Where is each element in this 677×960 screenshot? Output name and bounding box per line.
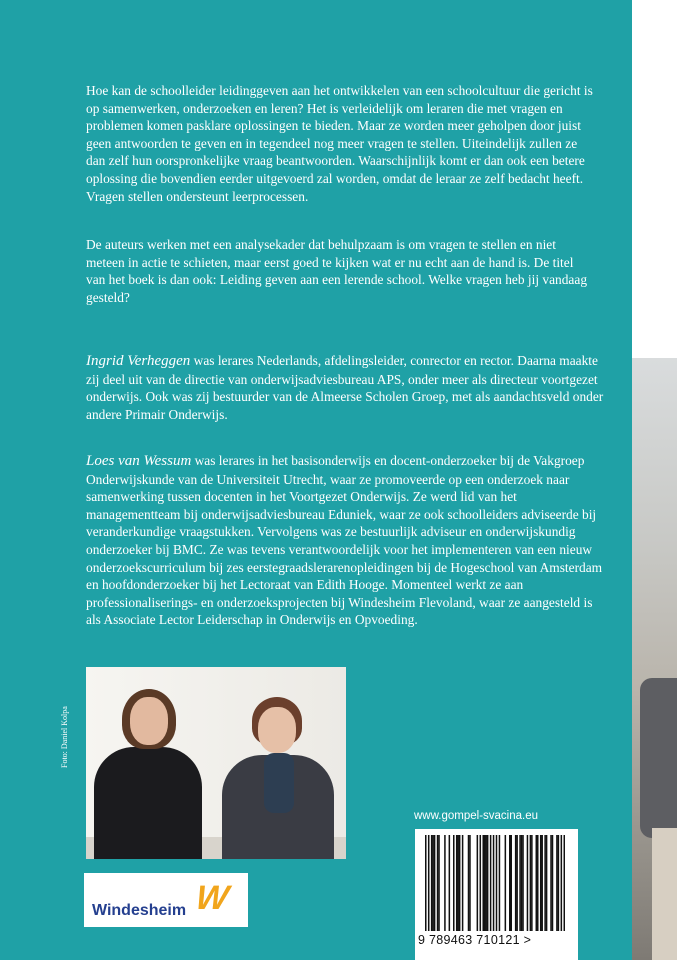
barcode-bar [540,835,542,931]
isbn-barcode-box [415,829,578,960]
barcode-bar [496,835,498,931]
barcode-bar [468,835,470,931]
barcode-bar [509,835,511,931]
barcode-bar [459,835,461,931]
author-name: Loes van Wessum [86,453,192,469]
barcode-bar [438,835,440,931]
barcode-bar [561,835,563,931]
author-bio: was lerares Nederlands, afdelingsleider, conrector en rector. Daarna maakte zij deel uit van de directie van onderwijsadviesbureau APS, onder meer als directeur voortgezet onderwijs. Ook was zij bestuurder van de Almeerse Scholen Groep, met als aandachtsveld onder andere Primair Onderwijs. [86,353,604,422]
barcode-bar [537,835,539,931]
barcode-bar [558,835,560,931]
barcode-bar [550,835,552,931]
barcode-bar [487,835,489,931]
barcode-bar [493,835,495,931]
photo-credit: Foto: Daniel Kolpa [60,706,69,768]
barcode-bar [457,835,459,931]
barcode-bar [519,835,521,931]
barcode-bar [482,835,484,931]
barcode-bar [462,835,464,931]
barcode-bar [484,835,486,931]
barcode-bar [480,835,482,931]
barcode-bar [515,835,517,931]
barcode-bar [536,835,538,931]
barcode-bar [552,835,554,931]
barcode-bar [530,835,532,931]
photo-shape [652,828,677,960]
barcode-bar [432,835,434,931]
author-scarf [264,753,294,813]
barcode-bar [531,835,533,931]
barcode-bar [505,835,507,931]
barcode-bar [477,835,479,931]
barcode-bar [469,835,471,931]
author-bio-verheggen [86,352,604,423]
intro-paragraph: Hoe kan de schoolleider leidinggeven aan het ontwikkelen van een schoolcultuur die gericht is op samenwerken, onderzoeken en leren? Het is verleidelijk om leraren die met vragen en problemen komen pasklare oplossingen te bieden. Maar ze worden meer geholpen door juist geen antwoorden te geven en in tegendeel nog meer vragen te stellen. Uiteindelijk zullen ze dan zelf hun oorspronkelijke vraag beantwoorden. Waarschijnlijk komt er dan ook een betere oplossing die bovendien eerder uitgevoerd zal worden, omdat de leraar ze zelf bedacht heeft. Vragen stellen ondersteunt leerprocessen. [86,83,593,204]
author-bio: was lerares in het basisonderwijs en docent-onderzoeker bij de Vakgroep Onderwijskunde van de Universiteit Utrecht, waar ze promoveerde op een onderzoek naar samenwerking tussen docenten in het Voortgezet Onderwijs. Ze werd lid van het managementteam bij onderwijsadviesbureau Eduniek, waar ze ook schoolleiders adviseerde bij veranderkundige vraagstukken. Vervolgens was ze bestuurlijk adviseur en onderwijskundig onderzoeker bij BMC. Ze was tevens verantwoordelijk voor het implementeren van een nieuw onderzoekscurriculum bij zes eerstegraadslerarenopleidingen bij de Hogeschool van Amsterdam en hoofdonderzoeker bij het Lectoraat van Edith Hooge. Momenteel werkt ze aan professionaliserings- en onderzoeksprojecten bij Windesheim Flevoland, waar ze aangesteld is als Associate Lector Leiderschap in Onderwijs en Opvoeding. [86,453,603,628]
barcode-bar [431,835,433,931]
authors-approach-paragraph: De auteurs werken met een analysekader dat behulpzaam is om vragen te stellen en niet meteen in actie te schieten, maar eerst goed te kijken wat er nu echt aan de hand is. De titel van het boek is dan ook: Leiding geven aan een lerende school. Welke vragen heb jij vandaag gesteld? [86,237,588,305]
barcode-bar [434,835,436,931]
logo-text: Windesheim [92,902,187,919]
barcode-bar [456,835,458,931]
barcode-bar [425,835,427,931]
barcode-bar [437,835,439,931]
barcode-bar [516,835,518,931]
barcode-bar [490,835,492,931]
author-face [130,697,168,745]
isbn-number: 9 789463 710121 > [418,933,532,947]
barcode-bar [485,835,487,931]
barcode-bar [544,835,546,931]
author-bio-van-wessum [86,452,604,629]
barcode-bar [546,835,548,931]
background-photo-edge [632,358,677,960]
windesheim-logo [84,873,248,927]
barcode-bar [428,835,430,931]
publisher-url: www.gompel-svacina.eu [414,810,539,822]
author-figure [94,747,202,859]
logo-mark: W [193,879,231,917]
barcode-bar [449,835,451,931]
barcode-bar [556,835,558,931]
barcode [425,835,565,931]
barcode-bar [541,835,543,931]
authors-photo [86,667,346,859]
barcode-bar [522,835,524,931]
author-name: Ingrid Verheggen [86,353,191,369]
barcode-bar [453,835,455,931]
barcode-bar [510,835,512,931]
barcode-bar [444,835,446,931]
barcode-bar [499,835,501,931]
author-face [258,707,296,753]
barcode-bar [564,835,565,931]
photo-shape [640,678,677,838]
barcode-bar [527,835,529,931]
barcode-bar [521,835,523,931]
